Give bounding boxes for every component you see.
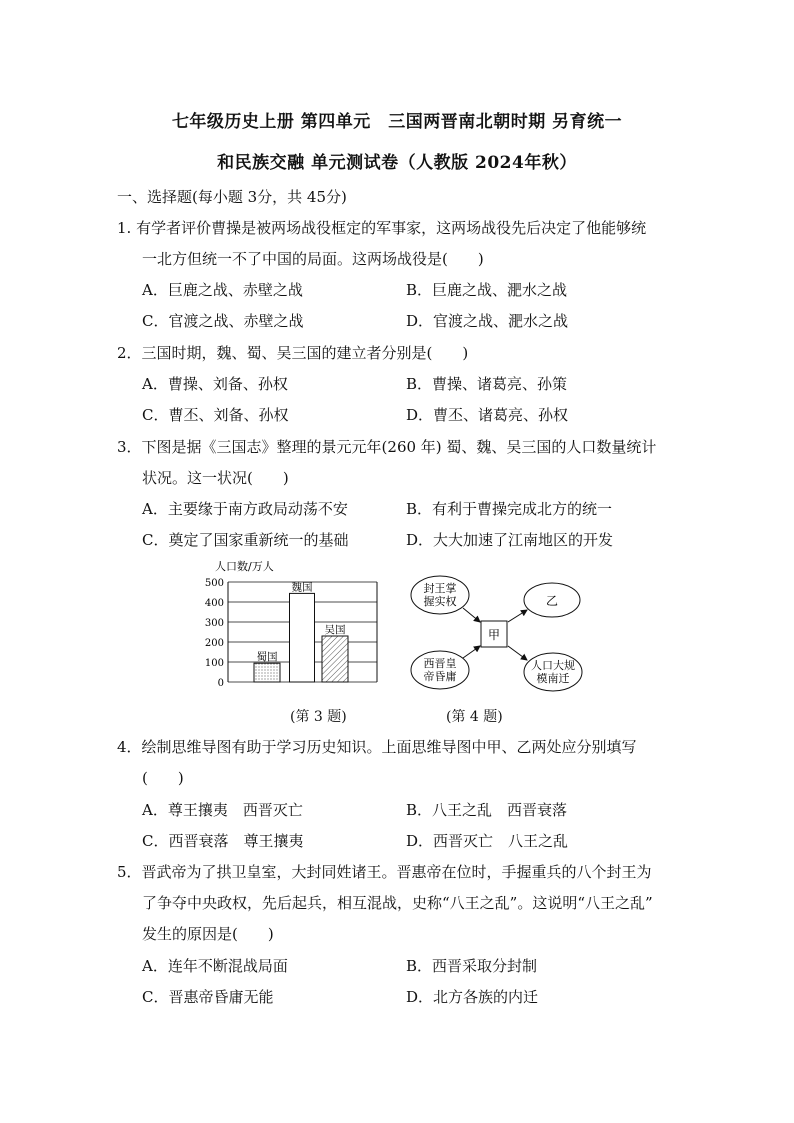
- arrow-topleft-to-center: [463, 608, 480, 622]
- y-tick-label: 100: [204, 658, 224, 669]
- y-tick-label: 300: [204, 618, 224, 629]
- exam-title-line1: 七年级历史上册 第四单元 三国两晋南北朝时期 另育统一: [171, 112, 623, 132]
- q4-line2: ( ): [142, 769, 184, 787]
- exam-title-line2: 和民族交融 单元测试卷（人教版 2024年秋）: [217, 153, 577, 173]
- population-bar-chart: [195, 558, 385, 693]
- y-tick-label: 0: [217, 678, 224, 689]
- q5-line2: 了争夺中央政权，先后起兵，相互混战，史称“八王之乱”。这说明“八王之乱”: [142, 894, 653, 912]
- q1-option-a[interactable]: A．巨鹿之战、赤壁之战: [142, 281, 303, 299]
- node-bottom-left-line1: 西晋皇: [423, 657, 457, 670]
- q5-line1: 5．晋武帝为了拱卫皇室，大封同姓诸王。晋惠帝在位时，手握重兵的八个封王为: [117, 863, 652, 881]
- y-tick-label: 500: [204, 578, 224, 589]
- q4-option-d[interactable]: D．西晋灭亡 八王之乱: [406, 832, 569, 850]
- y-tick-label: 400: [204, 598, 224, 609]
- figure4-caption: (第 4 题): [446, 709, 503, 725]
- node-top-right-label: 乙: [545, 594, 559, 608]
- center-label: 甲: [487, 628, 501, 642]
- q1-option-b[interactable]: B．巨鹿之战、淝水之战: [406, 281, 568, 299]
- bar-label: 蜀国: [256, 651, 278, 664]
- bar-3: [322, 636, 348, 682]
- q3-option-b[interactable]: B．有利于曹操完成北方的统一: [406, 500, 613, 518]
- chart-ylabel: 人口数/万人: [215, 560, 274, 573]
- q1-option-d[interactable]: D．官渡之战、淝水之战: [406, 312, 569, 330]
- q4-option-b[interactable]: B．八王之乱 西晋衰落: [406, 801, 568, 819]
- q2-option-d[interactable]: D．曹丕、诸葛亮、孙权: [406, 406, 569, 424]
- node-bottom-right-line1: 人口大规: [531, 659, 575, 672]
- arrow-center-to-bottomright: [508, 646, 527, 660]
- q5-option-b[interactable]: B．西晋采取分封制: [406, 957, 538, 975]
- q3-option-d[interactable]: D．大大加速了江南地区的开发: [406, 531, 614, 549]
- q3-option-c[interactable]: C．奠定了国家重新统一的基础: [142, 531, 349, 549]
- node-bottom-right-line2: 模南迁: [536, 672, 570, 685]
- section-heading: 一、选择题(每小题 3分，共 45分): [117, 188, 347, 206]
- q4-option-c[interactable]: C．西晋衰落 尊王攘夷: [142, 832, 304, 850]
- q5-line3: 发生的原因是( ): [142, 925, 274, 943]
- mind-map: [405, 570, 605, 695]
- bar-1: [254, 663, 280, 682]
- node-top-left-line2: 握实权: [423, 595, 457, 608]
- arrow-center-to-topright: [508, 610, 527, 622]
- y-tick-label: 200: [204, 638, 224, 649]
- q1-line1: 1. 有学者评价曹操是被两场战役框定的军事家，这两场战役先后决定了他能够统: [117, 219, 647, 237]
- q3-line1: 3．下图是据《三国志》整理的景元元年(260 年) 蜀、魏、吴三国的人口数量统计: [117, 438, 657, 456]
- q5-option-d[interactable]: D．北方各族的内迁: [406, 988, 539, 1006]
- q4-option-a[interactable]: A．尊王攘夷 西晋灭亡: [142, 801, 303, 819]
- q1-option-c[interactable]: C．官渡之战、赤壁之战: [142, 312, 304, 330]
- bar-2: [290, 593, 315, 682]
- q5-option-a[interactable]: A．连年不断混战局面: [142, 957, 288, 975]
- q2-option-b[interactable]: B．曹操、诸葛亮、孙策: [406, 375, 568, 393]
- figure3-caption: (第 3 题): [290, 709, 347, 725]
- q2-option-a[interactable]: A．曹操、刘备、孙权: [142, 375, 288, 393]
- bar-label: 魏国: [291, 581, 313, 594]
- q3-line2: 状况。这一状况( ): [142, 469, 289, 487]
- node-bottom-left-line2: 帝昏庸: [423, 670, 457, 683]
- q2-option-c[interactable]: C．曹丕、刘备、孙权: [142, 406, 289, 424]
- q2-line1: 2．三国时期，魏、蜀、吴三国的建立者分别是( ): [117, 344, 469, 362]
- node-top-left-line1: 封王掌: [423, 582, 457, 595]
- bar-label: 吴国: [324, 624, 346, 636]
- q4-line1: 4．绘制思维导图有助于学习历史知识。上面思维导图中甲、乙两处应分别填写: [117, 738, 637, 756]
- q1-line2: 一北方但统一不了中国的局面。这两场战役是( ): [142, 250, 484, 268]
- arrow-bottomleft-to-center: [463, 646, 480, 658]
- q5-option-c[interactable]: C．晋惠帝昏庸无能: [142, 988, 274, 1006]
- q3-option-a[interactable]: A．主要缘于南方政局动荡不安: [142, 500, 348, 518]
